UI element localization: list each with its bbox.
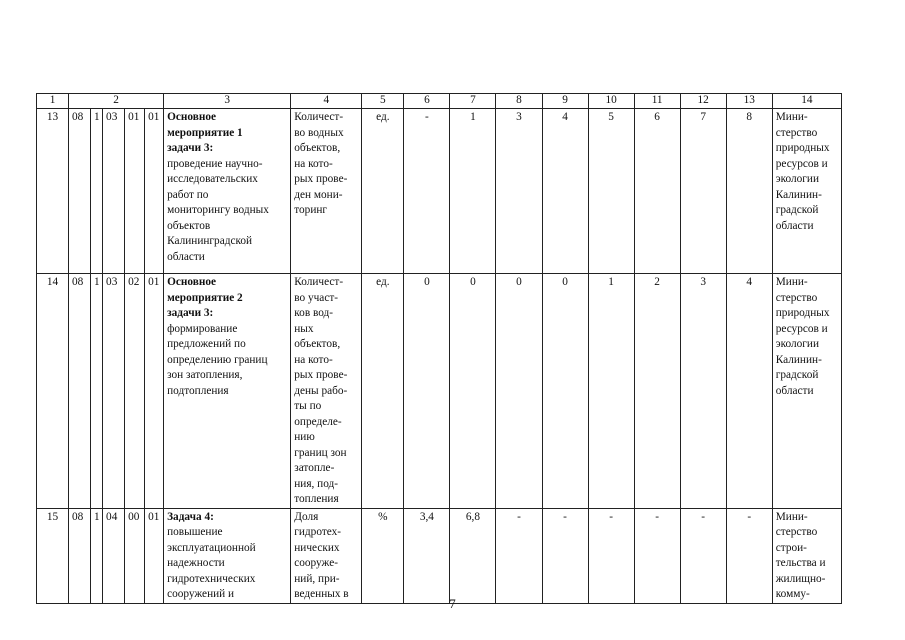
value-cell: - [726, 508, 772, 603]
value-cell: 6,8 [450, 508, 496, 603]
value-cell: 0 [450, 274, 496, 509]
header-cell: 3 [164, 94, 291, 109]
code-cell: 01 [125, 109, 145, 274]
page-number: 7 [449, 596, 456, 611]
value-cell: - [542, 508, 588, 603]
value-cell: 0 [404, 274, 450, 509]
value-cell: 8 [726, 109, 772, 274]
table-row [37, 274, 842, 509]
value-cell: - [404, 109, 450, 274]
header-cell: 4 [291, 94, 362, 109]
unit-cell: ед. [362, 109, 404, 274]
value-cell: 1 [588, 274, 634, 509]
code-cell: 1 [91, 508, 103, 603]
value-cell: 7 [680, 109, 726, 274]
value-cell: - [680, 508, 726, 603]
executor-cell: Мини- стерство природных ресурсов и экологии Калинин- градской области [772, 274, 841, 509]
value-cell: 6 [634, 109, 680, 274]
measure-cell [164, 109, 291, 274]
value-cell: 0 [496, 274, 542, 509]
measure-cell [164, 274, 291, 509]
executor-cell: Мини- стерство строи- тельства и жилищно- комму- [772, 508, 841, 603]
code-cell: 1 [91, 109, 103, 274]
measure-title: Основное мероприятие 1 задачи 3: [167, 111, 243, 154]
value-cell: 4 [542, 109, 588, 274]
code-cell: 00 [125, 508, 145, 603]
code-cell: 08 [69, 109, 91, 274]
value-cell: 3,4 [404, 508, 450, 603]
header-cell: 7 [450, 94, 496, 109]
measure-description: формирование предложений по определению границ зон затопления, подтопления [167, 322, 268, 397]
value-cell: 3 [680, 274, 726, 509]
header-cell: 8 [496, 94, 542, 109]
value-cell: 2 [634, 274, 680, 509]
code-cell: 08 [69, 508, 91, 603]
code-cell: 03 [103, 274, 125, 509]
value-cell: - [634, 508, 680, 603]
value-cell: 4 [726, 274, 772, 509]
indicator-cell: Доля гидротех- нических сооруже- ний, при- веденных в [291, 508, 362, 603]
row-number: 15 [37, 508, 69, 603]
code-cell: 08 [69, 274, 91, 509]
code-cell: 01 [145, 508, 164, 603]
value-cell: 3 [496, 109, 542, 274]
header-cell: 2 [69, 94, 164, 109]
executor-cell: Мини- стерство природных ресурсов и экологии Калинин- градской области [772, 109, 841, 274]
value-cell: - [588, 508, 634, 603]
measure-description: повышение эксплуатационной надежности гидротехнических сооружений и [167, 526, 256, 600]
code-cell: 01 [145, 109, 164, 274]
header-cell: 1 [37, 94, 69, 109]
value-cell: - [496, 508, 542, 603]
header-cell: 9 [542, 94, 588, 109]
code-cell: 03 [103, 109, 125, 274]
data-table [36, 93, 842, 604]
code-cell: 1 [91, 274, 103, 509]
code-cell: 04 [103, 508, 125, 603]
measure-description: проведение научно- исследовательских работ по мониторингу водных объектов Калининградской области [167, 157, 269, 263]
header-cell: 5 [362, 94, 404, 109]
header-row [37, 94, 842, 109]
code-cell: 01 [145, 274, 164, 509]
measure-title: Основное мероприятие 2 задачи 3: [167, 276, 243, 319]
indicator-cell: Количест- во участ- ков вод- ных объектов, на кото- рых прове- дены рабо- ты по определе- нию границ зон затопле- ния, под- топления [291, 274, 362, 509]
value-cell: 1 [450, 109, 496, 274]
value-cell: 5 [588, 109, 634, 274]
header-cell: 12 [680, 94, 726, 109]
table-row [37, 508, 842, 603]
header-cell: 6 [404, 94, 450, 109]
header-cell: 14 [772, 94, 841, 109]
unit-cell: % [362, 508, 404, 603]
header-cell: 11 [634, 94, 680, 109]
measure-title: Задача 4: [167, 510, 214, 523]
row-number: 13 [37, 109, 69, 274]
table-row [37, 109, 842, 274]
header-cell: 13 [726, 94, 772, 109]
code-cell: 02 [125, 274, 145, 509]
unit-cell: ед. [362, 274, 404, 509]
header-cell: 10 [588, 94, 634, 109]
measure-cell [164, 508, 291, 603]
value-cell: 0 [542, 274, 588, 509]
indicator-cell: Количест- во водных объектов, на кото- рых прове- ден мони- торинг [291, 109, 362, 274]
row-number: 14 [37, 274, 69, 509]
